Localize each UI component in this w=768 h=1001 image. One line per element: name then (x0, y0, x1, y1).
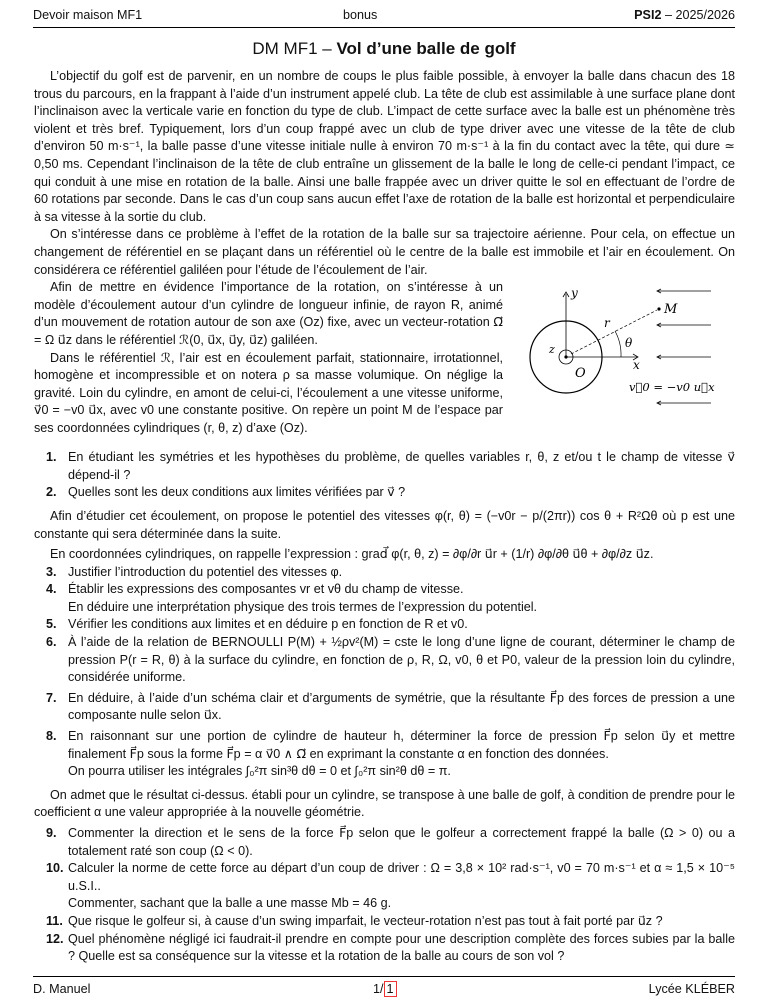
footer-page-link[interactable]: 1 (384, 981, 397, 997)
title-main: Vol d’une balle de golf (336, 39, 516, 58)
question-7 (34, 690, 735, 725)
intro-paragraph: Dans le référentiel ℛ, l’air est en écoulement parfait, stationnaire, irrotationnel, homogène et incompressible et on notera ρ sa masse volumique. On néglige la gravité. Loin du cylindre, en amont de celui-ci, l’écoulement a une vitesse uniforme, v⃗0 = −v0 u⃗x, avec v0 une constante positive. On repère un point M de l’espace par ses coordonnées cylindriques (r, θ, z) d’axe (Oz). (34, 350, 503, 435)
question-number: 1. (46, 450, 57, 465)
admit-paragraph: On admet que le résultat ci-dessus. établi pour un cylindre, se transpose à une balle de golf, à condition de prendre pour le coefficient α une valeur appropriée à la nouvelle géométrie. (34, 787, 735, 820)
question-9 (34, 825, 735, 860)
question-text: Calculer la norme de cette force au départ d’un coup de driver : Ω = 3,8 × 10² rad·s⁻¹, v0 = 70 m·s⁻¹ et α ≈ 1,5 × 10⁻⁵ u.S.I.. (68, 861, 735, 893)
question-text: Quel phénomène négligé ici faudrait-il prendre en compte pour une description complète des forces subies par la balle ? Quelle est sa conséquence sur la vitesse et la rotation de la balle au cours de son vol ? (68, 931, 735, 964)
header-year: – 2025/2026 (661, 8, 735, 22)
page-title (0, 38, 768, 60)
intro-paragraph: On s’intéresse dans ce problème à l’effet de la rotation de la balle sur sa trajectoire aérienne. Pour cela, on effectue un changement de référentiel en se plaçant dans un référentiel où le centre de la balle est immobile et l’air en écoulement. On considérera ce référentiel galiléen pour l’étude de l’écoulement de l’air. (34, 227, 735, 277)
question-number: 5. (46, 617, 57, 632)
header-center: bonus (343, 8, 378, 22)
question-number: 9. (46, 826, 57, 840)
footer-page: 1/ (373, 981, 384, 996)
question-6 (34, 634, 735, 687)
gradient-paragraph: En coordonnées cylindriques, on rappelle l’expression : grad⃗ φ(r, θ, z) = ∂φ/∂r u⃗r + (1/r) ∂φ/∂θ u⃗θ + ∂φ/∂z u⃗z. (50, 547, 654, 562)
point-M (657, 308, 660, 311)
question-number: 6. (46, 635, 57, 650)
footer-pagination (373, 981, 397, 999)
question-text: Établir les expressions des composantes vr et vθ du champ de vitesse. (68, 582, 464, 597)
r-vector (571, 310, 657, 354)
footer-author: D. Manuel (33, 981, 91, 996)
label-r: r (604, 316, 610, 331)
document-body (34, 68, 735, 966)
header-right (634, 7, 735, 25)
question-text: En déduire, à l’aide d’un schéma clair et d’arguments de symétrie, que la résultante F⃗p des forces de pression a une composante nulle selon u⃗x. (68, 690, 735, 723)
label-x: x (633, 358, 640, 373)
question-3 (34, 564, 735, 582)
question-11 (34, 913, 735, 931)
label-theta: θ (625, 336, 633, 351)
potential-paragraph: Afin d’étudier cet écoulement, on propose le potentiel des vitesses φ(r, θ) = (−v0r − p/(2πr)) cos θ + R²Ωθ où p est une constante qui sera déterminée dans la suite. (34, 508, 735, 541)
question-8 (34, 728, 735, 781)
question-number: 10. (46, 861, 64, 876)
question-text: Commenter la direction et le sens de la force F⃗p selon que le golfeur a correctement frappé la balle (Ω > 0) ou a totalement raté son coup (Ω < 0). (68, 826, 735, 858)
label-v0: v⃗0 = −v0 u⃗x (629, 380, 715, 395)
intro-paragraph: Afin de mettre en évidence l’importance de la rotation, on s’intéresse à un modèle d’écoulement autour d’un cylindre de longueur infinie, de rayon R, animé d’un mouvement de rotation autour de son axe (Oz) fixe, avec un vecteur-rotation Ω⃗ = Ω u⃗z dans le référentiel ℛ(0, u⃗x, u⃗y, u⃗z) galiléen. (34, 280, 503, 347)
header-left: Devoir maison MF1 (33, 8, 143, 22)
title-prefix: DM MF1 – (252, 39, 337, 58)
question-text: Quelles sont les deux conditions aux limites vérifiées par v⃗ ? (68, 485, 406, 500)
intro-paragraph: L’objectif du golf est de parvenir, en un nombre de coups le plus faible possible, à envoyer la balle dans chacun des 18 trous du parcours, en la frappant à l’aide d’un instrument appelé club. La tête de club est assimilable à une surface plane dont l’inclinaison avec la verticale varie en fonction du type de club. L’impact de cette surface avec la balle est un phénomène très violent et très bref. Typiquement, lors d’un coup frappé avec un club de type driver avec une vitesse de la tête de club d’environ 50 m·s⁻¹, la balle passe d’une vitesse initiale nulle à environ 70 m·s⁻¹ à la fin du contact avec la tête, qui dure ≃ 0,50 ms. Cependant l’inclinaison de la tête de club entraîne un glissement de la balle le long de celle-ci pendant l’impact, ce qui conduit à une mise en rotation de la balle. Ainsi une balle frappée avec un driver quitte le sol en effectuant de l’ordre de 60 rotations par seconde. Dans le cas d’un coup sans aucun effet l’axe de rotation de la balle est horizontal et perpendiculaire à sa vitesse à la sortie du club. (34, 69, 735, 224)
question-4 (34, 581, 735, 616)
question-text: Que risque le golfeur si, à cause d’un swing imparfait, le vecteur-rotation n’est pas tout à fait porté par u⃗z ? (68, 913, 663, 928)
page-header (33, 7, 735, 28)
question-number: 11. (46, 913, 63, 928)
question-text: En raisonnant sur une portion de cylindre de hauteur h, déterminer la force de pression F⃗p selon u⃗y et mettre finalement F⃗p sous la forme F⃗p = α v⃗0 ∧ Ω⃗ en exprimant la constante α en fonction des données. (68, 729, 735, 761)
label-O: O (575, 366, 586, 382)
question-12 (34, 931, 735, 966)
question-number: 3. (46, 564, 57, 579)
theta-arc (615, 331, 621, 357)
question-number: 7. (46, 690, 57, 705)
header-class: PSI2 (634, 8, 662, 22)
question-text: À l’aide de la relation de BERNOULLI P(M) + ½ρv²(M) = cste le long d’une ligne de courant, déterminer le champ de pression P(r = R, θ) à la surface du cylindre, en fonction de ρ, R, Ω, v0, θ et P0, valeur de la pression loin du cylindre, considérée uniforme. (68, 635, 735, 685)
question-continuation: Commenter, sachant que la balle a une masse Mb = 46 g. (68, 896, 392, 911)
question-text: En étudiant les symétries et les hypothèses du problème, de quelles variables r, θ, z et/ou t le champ de vitesse v⃗ dépend-il ? (68, 450, 735, 482)
footer-school: Lycée KLÉBER (648, 981, 735, 996)
question-text: Justifier l’introduction du potentiel des vitesses φ. (68, 564, 343, 579)
question-1 (34, 449, 735, 484)
question-number: 2. (46, 485, 57, 500)
question-continuation: On pourra utiliser les intégrales ∫₀²π sin³θ dθ = 0 et ∫₀²π sin²θ dθ = π. (68, 764, 451, 779)
question-continuation: En déduire une interprétation physique des trois termes de l’expression du potentiel. (68, 599, 538, 614)
question-2 (34, 484, 735, 502)
question-number: 4. (46, 582, 57, 597)
cylinder-flow-figure (509, 285, 741, 445)
question-number: 12. (46, 931, 64, 946)
question-10 (34, 860, 735, 913)
question-text: Vérifier les conditions aux limites et en déduire p en fonction de R et v0. (68, 617, 468, 632)
label-z: z (549, 343, 555, 357)
label-y: y (571, 286, 578, 301)
question-5 (34, 616, 735, 634)
question-number: 8. (46, 729, 57, 744)
label-M: M (664, 302, 678, 318)
